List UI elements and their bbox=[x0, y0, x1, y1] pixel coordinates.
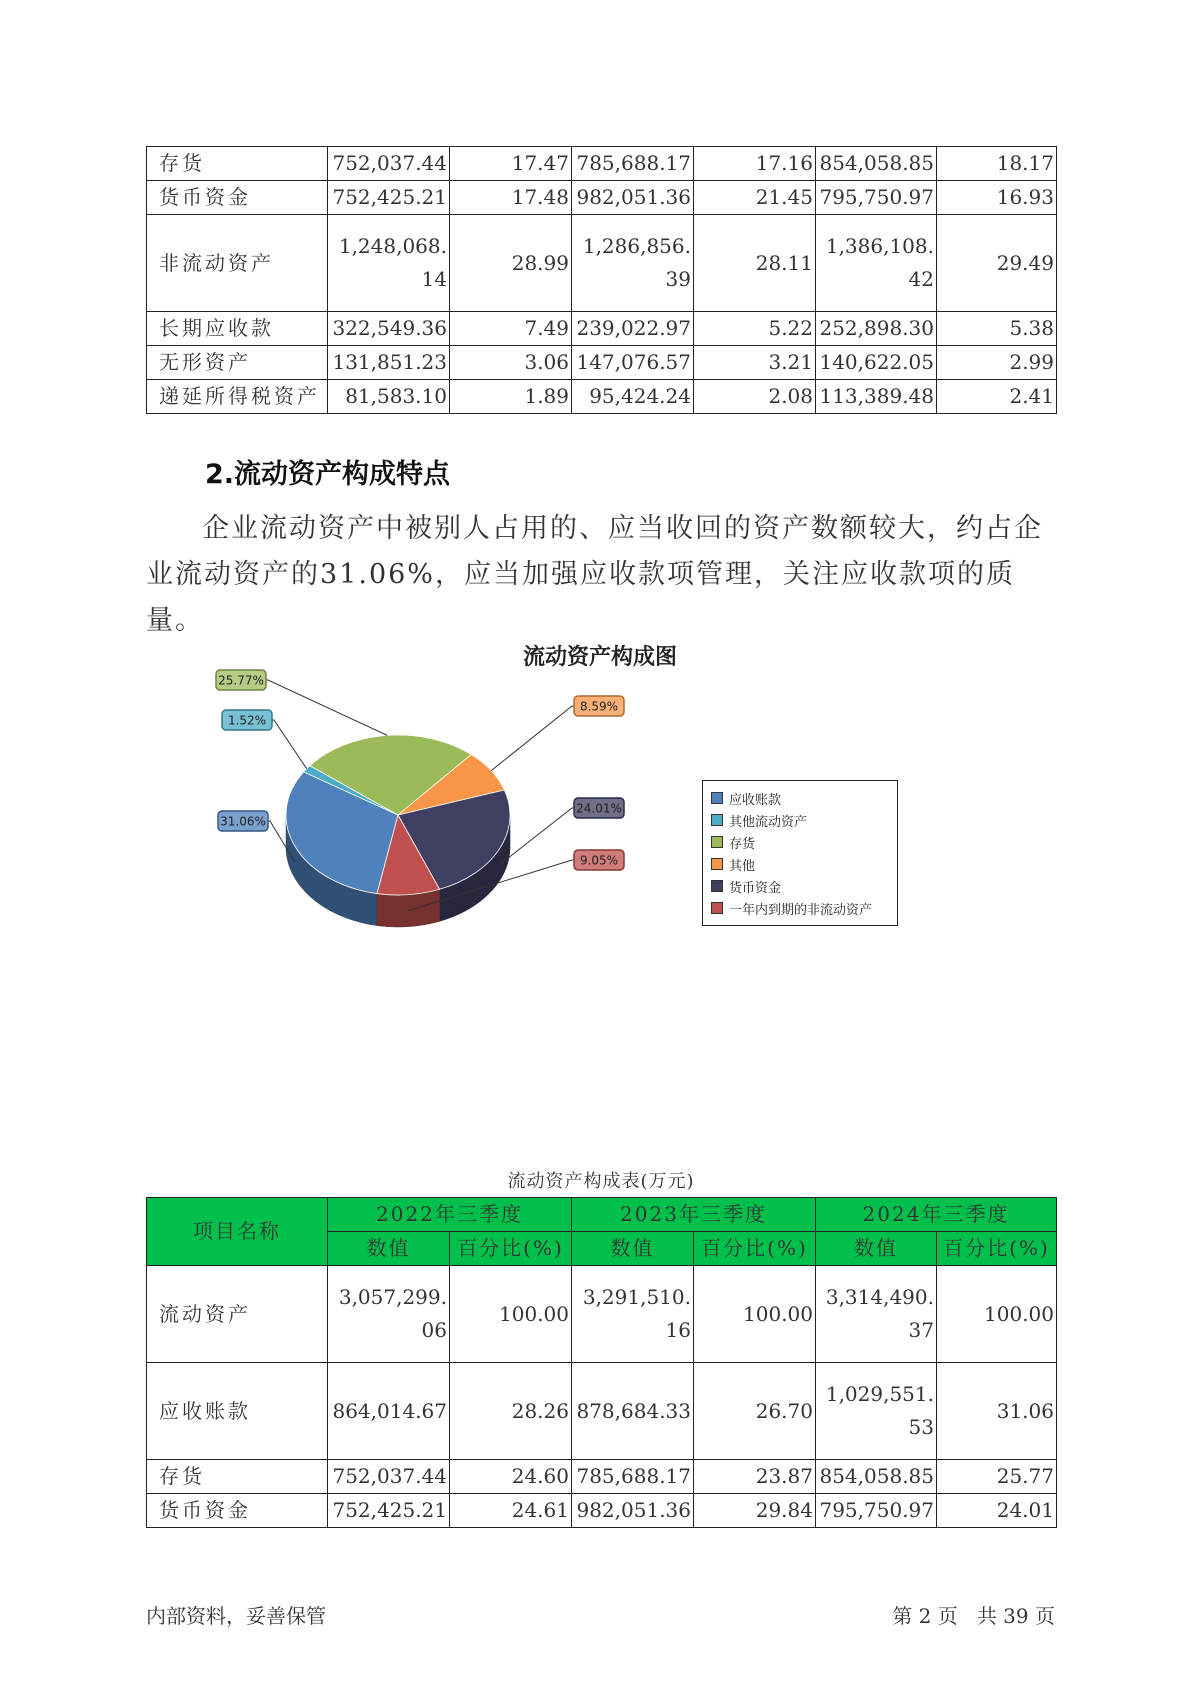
cell-percent: 100.00 bbox=[937, 1266, 1057, 1363]
cell-value: 81,583.10 bbox=[328, 380, 450, 414]
legend-swatch bbox=[711, 836, 723, 848]
cell-value: 3,057,299.06 bbox=[328, 1266, 450, 1363]
table-row bbox=[147, 1494, 1057, 1528]
cell-value: 239,022.97 bbox=[572, 312, 694, 346]
table-row bbox=[147, 147, 1057, 181]
header-period-2: 2023年三季度 bbox=[572, 1198, 816, 1232]
callout-line bbox=[266, 680, 387, 735]
cell-percent: 2.99 bbox=[937, 346, 1057, 380]
legend-label: 货币资金 bbox=[729, 880, 782, 896]
cell-value: 95,424.24 bbox=[572, 380, 694, 414]
cell-value: 785,688.17 bbox=[572, 147, 694, 181]
cell-percent: 29.84 bbox=[694, 1494, 816, 1528]
legend-label: 应收账款 bbox=[729, 792, 782, 808]
row-name: 货币资金 bbox=[147, 1494, 328, 1528]
table-caption: 流动资产构成表(万元) bbox=[507, 1171, 695, 1192]
cell-value: 140,622.05 bbox=[816, 346, 937, 380]
legend-item bbox=[711, 787, 889, 809]
cell-percent: 23.87 bbox=[694, 1460, 816, 1494]
cell-percent: 26.70 bbox=[694, 1363, 816, 1460]
legend-swatch bbox=[711, 792, 723, 804]
cell-value: 752,425.21 bbox=[328, 181, 450, 215]
cell-percent: 100.00 bbox=[694, 1266, 816, 1363]
table-row bbox=[147, 312, 1057, 346]
cell-percent: 24.60 bbox=[450, 1460, 572, 1494]
header-period-1: 2022年三季度 bbox=[328, 1198, 572, 1232]
row-name: 无形资产 bbox=[147, 346, 328, 380]
row-name: 货币资金 bbox=[147, 181, 328, 215]
section-paragraph: 企业流动资产中被别人占用的、应当收回的资产数额较大，约占企业流动资产的31.06%，应当加强应收款项管理，关注应收款项的质量。 bbox=[146, 513, 1043, 636]
table-row bbox=[147, 1460, 1057, 1494]
row-name: 应收账款 bbox=[147, 1363, 328, 1460]
cell-value: 878,684.33 bbox=[572, 1363, 694, 1460]
data-label: 24.01% bbox=[576, 801, 622, 816]
cell-percent: 17.48 bbox=[450, 181, 572, 215]
table-row bbox=[147, 380, 1057, 414]
legend-label: 其他流动资产 bbox=[729, 814, 808, 830]
table-row bbox=[147, 181, 1057, 215]
header-value: 数值 bbox=[816, 1232, 937, 1266]
legend-item bbox=[711, 875, 889, 897]
cell-percent: 31.06 bbox=[937, 1363, 1057, 1460]
table-row bbox=[147, 346, 1057, 380]
legend-swatch bbox=[711, 814, 723, 826]
cell-percent: 2.41 bbox=[937, 380, 1057, 414]
legend-item bbox=[711, 853, 889, 875]
cell-value: 1,286,856.39 bbox=[572, 215, 694, 312]
row-name: 流动资产 bbox=[147, 1266, 328, 1363]
row-name: 长期应收款 bbox=[147, 312, 328, 346]
legend-swatch bbox=[711, 902, 723, 914]
legend-item bbox=[711, 897, 889, 919]
data-label: 1.52% bbox=[227, 713, 267, 728]
legend-label: 存货 bbox=[729, 836, 756, 852]
header-period-3: 2024年三季度 bbox=[816, 1198, 1057, 1232]
legend-label: 一年内到期的非流动资产 bbox=[729, 902, 873, 918]
row-name: 存货 bbox=[147, 1460, 328, 1494]
legend-swatch bbox=[711, 858, 723, 870]
header-percent: 百分比(%) bbox=[450, 1232, 572, 1266]
data-label: 31.06% bbox=[220, 814, 266, 829]
cell-value: 982,051.36 bbox=[572, 181, 694, 215]
legend-label: 其他 bbox=[729, 858, 756, 874]
section-heading: 2.流动资产构成特点 bbox=[205, 459, 451, 490]
cell-percent: 17.47 bbox=[450, 147, 572, 181]
cell-value: 854,058.85 bbox=[816, 1460, 937, 1494]
cell-value: 864,014.67 bbox=[328, 1363, 450, 1460]
cell-value: 752,425.21 bbox=[328, 1494, 450, 1528]
cell-percent: 28.99 bbox=[450, 215, 572, 312]
chart-title: 流动资产构成图 bbox=[522, 645, 677, 670]
data-label: 9.05% bbox=[579, 853, 619, 868]
cell-percent: 18.17 bbox=[937, 147, 1057, 181]
cell-value: 752,037.44 bbox=[328, 147, 450, 181]
footer-left: 内部资料，妥善保管 bbox=[146, 1604, 326, 1628]
row-name: 递延所得税资产 bbox=[147, 380, 328, 414]
header-percent: 百分比(%) bbox=[937, 1232, 1057, 1266]
cell-value: 252,898.30 bbox=[816, 312, 937, 346]
cell-percent: 24.01 bbox=[937, 1494, 1057, 1528]
cell-value: 322,549.36 bbox=[328, 312, 450, 346]
header-percent: 百分比(%) bbox=[694, 1232, 816, 1266]
legend-item bbox=[711, 809, 889, 831]
callout-line bbox=[491, 706, 574, 771]
table-row bbox=[147, 1363, 1057, 1460]
row-name: 存货 bbox=[147, 147, 328, 181]
header-item-name: 项目名称 bbox=[147, 1198, 328, 1266]
cell-percent: 25.77 bbox=[937, 1460, 1057, 1494]
cell-percent: 3.21 bbox=[694, 346, 816, 380]
cell-value: 1,386,108.42 bbox=[816, 215, 937, 312]
table-row bbox=[147, 215, 1057, 312]
header-value: 数值 bbox=[328, 1232, 450, 1266]
cell-percent: 5.38 bbox=[937, 312, 1057, 346]
cell-value: 113,389.48 bbox=[816, 380, 937, 414]
cell-value: 854,058.85 bbox=[816, 147, 937, 181]
cell-value: 795,750.97 bbox=[816, 181, 937, 215]
cell-percent: 1.89 bbox=[450, 380, 572, 414]
cell-percent: 29.49 bbox=[937, 215, 1057, 312]
asset-structure-table-continued bbox=[146, 146, 1057, 414]
cell-percent: 7.49 bbox=[450, 312, 572, 346]
cell-percent: 28.26 bbox=[450, 1363, 572, 1460]
cell-percent: 2.08 bbox=[694, 380, 816, 414]
header-value: 数值 bbox=[572, 1232, 694, 1266]
cell-value: 1,029,551.53 bbox=[816, 1363, 937, 1460]
cell-value: 3,314,490.37 bbox=[816, 1266, 937, 1363]
cell-percent: 5.22 bbox=[694, 312, 816, 346]
cell-percent: 21.45 bbox=[694, 181, 816, 215]
cell-value: 752,037.44 bbox=[328, 1460, 450, 1494]
cell-percent: 24.61 bbox=[450, 1494, 572, 1528]
footer-page-number: 第 2 页 共 39 页 bbox=[892, 1604, 1055, 1628]
legend-item bbox=[711, 831, 889, 853]
cell-value: 1,248,068.14 bbox=[328, 215, 450, 312]
cell-value: 131,851.23 bbox=[328, 346, 450, 380]
cell-percent: 3.06 bbox=[450, 346, 572, 380]
callout-line bbox=[500, 808, 574, 865]
cell-value: 795,750.97 bbox=[816, 1494, 937, 1528]
cell-percent: 16.93 bbox=[937, 181, 1057, 215]
data-label: 25.77% bbox=[218, 673, 264, 688]
cell-percent: 100.00 bbox=[450, 1266, 572, 1363]
data-label: 8.59% bbox=[579, 699, 619, 714]
current-assets-table bbox=[146, 1197, 1057, 1528]
chart-legend bbox=[702, 780, 898, 926]
cell-percent: 17.16 bbox=[694, 147, 816, 181]
callout-line bbox=[272, 720, 307, 769]
table-row bbox=[147, 1266, 1057, 1363]
cell-value: 785,688.17 bbox=[572, 1460, 694, 1494]
cell-percent: 28.11 bbox=[694, 215, 816, 312]
cell-value: 147,076.57 bbox=[572, 346, 694, 380]
cell-value: 3,291,510.16 bbox=[572, 1266, 694, 1363]
row-name: 非流动资产 bbox=[147, 215, 328, 312]
cell-value: 982,051.36 bbox=[572, 1494, 694, 1528]
legend-swatch bbox=[711, 880, 723, 892]
